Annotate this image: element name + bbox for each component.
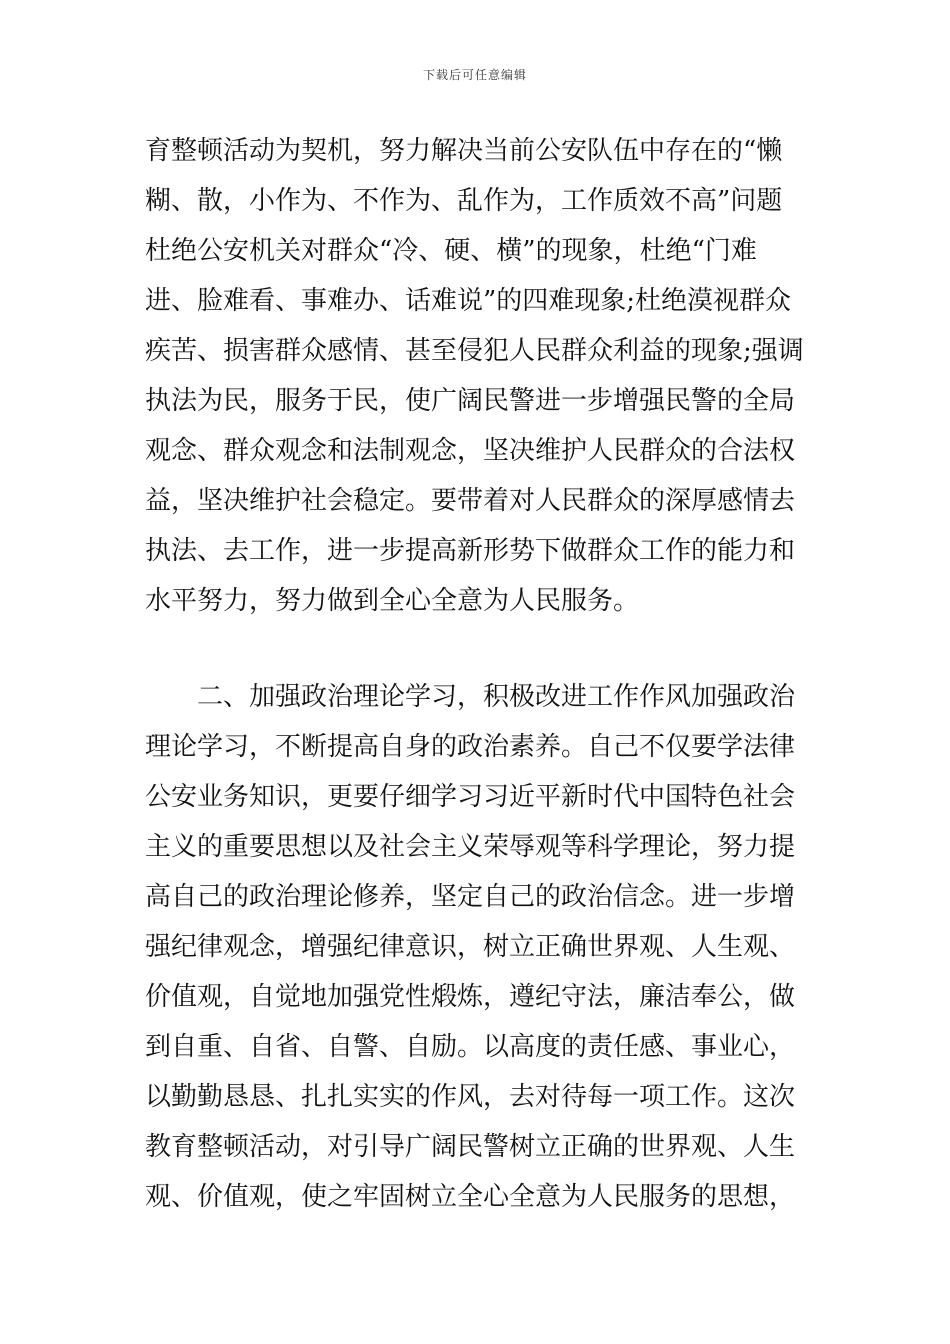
text-line: 理论学习，不断提高自身的政治素养。自己不仅要学法律: [145, 732, 796, 762]
paragraph-2: [145, 672, 815, 1222]
text-line: 执法为民，服务于民，使广阔民警进一步增强民警的全局: [145, 386, 796, 416]
text-line: 观、价值观，使之牢固树立全心全意为人民服务的思想，: [145, 1182, 796, 1212]
text-line: 观念、群众观念和法制观念，坚决维护人民群众的合法权: [145, 436, 796, 466]
text-line: 强纪律观念，增强纪律意识，树立正确世界观、人生观、: [145, 932, 796, 962]
text-line: 杜绝公安机关对群众“冷、硬、横”的现象，杜绝“门难: [145, 236, 757, 266]
paragraph-1: [145, 126, 815, 626]
text-line: 教育整顿活动，对引导广阔民警树立正确的世界观、人生: [145, 1132, 796, 1162]
text-line: 价值观，自觉地加强党性煅炼，遵纪守法，廉洁奉公，做: [145, 982, 796, 1012]
text-line: 主义的重要思想以及社会主义荣辱观等科学理论，努力提: [145, 832, 796, 862]
text-line: 高自己的政治理论修养，坚定自己的政治信念。进一步增: [145, 882, 796, 912]
text-line: 进、脸难看、事难办、话难说”的四难现象;杜绝漠视群众: [145, 286, 792, 316]
text-line: 水平努力，努力做到全心全意为人民服务。: [145, 586, 640, 616]
text-line: 执法、去工作，进一步提高新形势下做群众工作的能力和: [145, 536, 796, 566]
text-line: 到自重、自省、自警、自励。以高度的责任感、事业心，: [145, 1032, 796, 1062]
text-line: 二、加强政治理论学习，积极改进工作作风加强政治: [145, 682, 796, 712]
page-header-note: 下载后可任意编辑: [422, 68, 527, 82]
text-line: 公安业务知识，更要仔细学习习近平新时代中国特色社会: [145, 782, 796, 812]
text-line: 糊、散，小作为、不作为、乱作为，工作质效不高”问题: [145, 186, 783, 216]
text-line: 益，坚决维护社会稳定。要带着对人民群众的深厚感情去: [145, 486, 796, 516]
text-line: 疾苦、损害群众感情、甚至侵犯人民群众利益的现象;强调: [145, 336, 804, 366]
text-line: 育整顿活动为契机，努力解决当前公安队伍中存在的“懒: [145, 136, 783, 166]
text-line: 以勤勤恳恳、扎扎实实的作风，去对待每一项工作。这次: [145, 1082, 796, 1112]
